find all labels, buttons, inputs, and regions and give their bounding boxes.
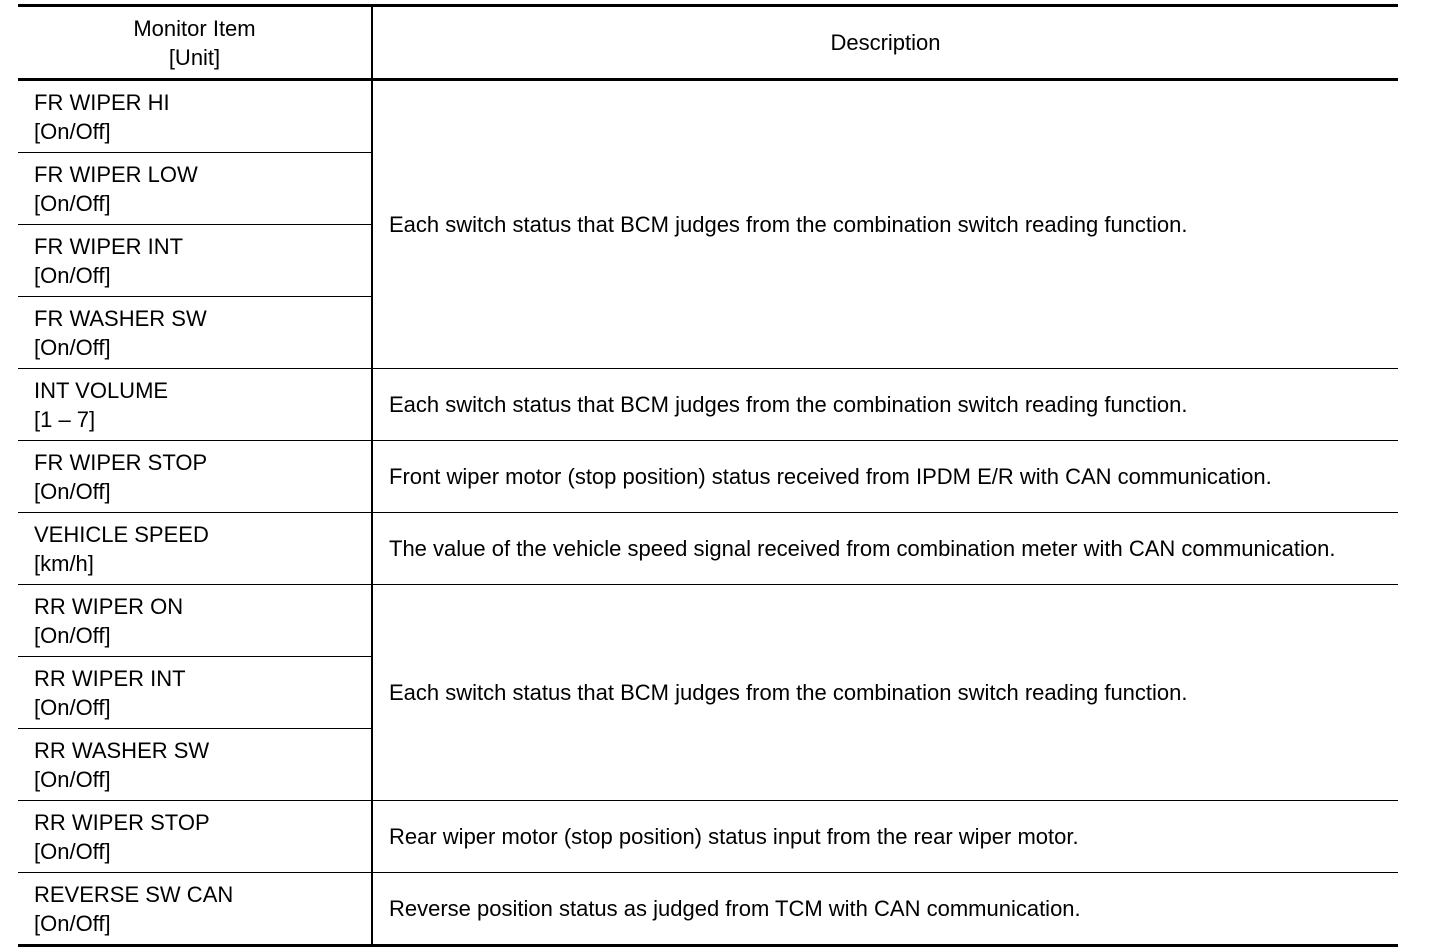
monitor-item-cell (18, 729, 372, 801)
table-row (18, 80, 1398, 153)
table-row (18, 369, 1398, 441)
monitor-item-cell (18, 585, 372, 657)
monitor-item-name: FR WIPER HI (34, 89, 170, 115)
monitor-item-name: FR WIPER LOW (34, 161, 198, 187)
monitor-item-name: FR WASHER SW (34, 305, 207, 331)
monitor-item-unit: [On/Off] (34, 334, 111, 360)
description-cell: Reverse position status as judged from TCM with CAN communication. (389, 896, 1081, 921)
description-cell: Each switch status that BCM judges from the combination switch reading function. (389, 392, 1188, 417)
monitor-item-cell (18, 153, 372, 225)
monitor-item-name: VEHICLE SPEED (34, 521, 209, 547)
monitor-item-unit: [km/h] (34, 550, 94, 576)
table-row (18, 873, 1398, 946)
monitor-item-table (18, 4, 1398, 947)
monitor-item-name: RR WASHER SW (34, 737, 210, 763)
monitor-item-unit: [On/Off] (34, 766, 111, 792)
table-row (18, 513, 1398, 585)
monitor-item-name: RR WIPER STOP (34, 809, 210, 835)
monitor-item-cell (18, 657, 372, 729)
monitor-item-name: FR WIPER STOP (34, 449, 208, 475)
description-cell: Each switch status that BCM judges from the combination switch reading function. (389, 212, 1188, 237)
monitor-item-unit: [1 – 7] (34, 406, 96, 432)
table-body (18, 80, 1398, 946)
description-cell: The value of the vehicle speed signal received from combination meter with CAN communication. (389, 536, 1336, 561)
table-row (18, 441, 1398, 513)
monitor-item-cell (18, 873, 372, 946)
monitor-item-name: FR WIPER INT (34, 233, 184, 259)
monitor-item-header-label: Monitor Item (133, 15, 256, 41)
monitor-item-unit: [On/Off] (34, 694, 111, 720)
monitor-item-unit: [On/Off] (34, 838, 111, 864)
monitor-item-unit: [On/Off] (34, 118, 111, 144)
monitor-item-name: RR WIPER ON (34, 593, 184, 619)
description-cell: Front wiper motor (stop position) status received from IPDM E/R with CAN communication. (389, 464, 1272, 489)
monitor-item-cell (18, 297, 372, 369)
monitor-item-cell (18, 513, 372, 585)
monitor-item-unit: [On/Off] (34, 262, 111, 288)
monitor-item-header (18, 6, 372, 80)
monitor-item-unit: [On/Off] (34, 478, 111, 504)
description-cell: Rear wiper motor (stop position) status input from the rear wiper motor. (389, 824, 1079, 849)
monitor-item-name: REVERSE SW CAN (34, 881, 234, 907)
monitor-item-cell (18, 441, 372, 513)
description-header: Description (830, 30, 941, 55)
monitor-item-name: RR WIPER INT (34, 665, 186, 691)
table-row (18, 585, 1398, 657)
description-cell: Each switch status that BCM judges from the combination switch reading function. (389, 680, 1188, 705)
monitor-item-cell (18, 225, 372, 297)
monitor-item-unit: [On/Off] (34, 910, 111, 936)
monitor-item-name: INT VOLUME (34, 377, 169, 403)
monitor-item-cell (18, 801, 372, 873)
monitor-item-cell (18, 369, 372, 441)
monitor-item-cell (18, 80, 372, 153)
monitor-item-unit: [On/Off] (34, 190, 111, 216)
header-row (18, 6, 1398, 80)
monitor-item-unit: [On/Off] (34, 622, 111, 648)
monitor-item-header-unit: [Unit] (168, 44, 221, 70)
table-row (18, 801, 1398, 873)
